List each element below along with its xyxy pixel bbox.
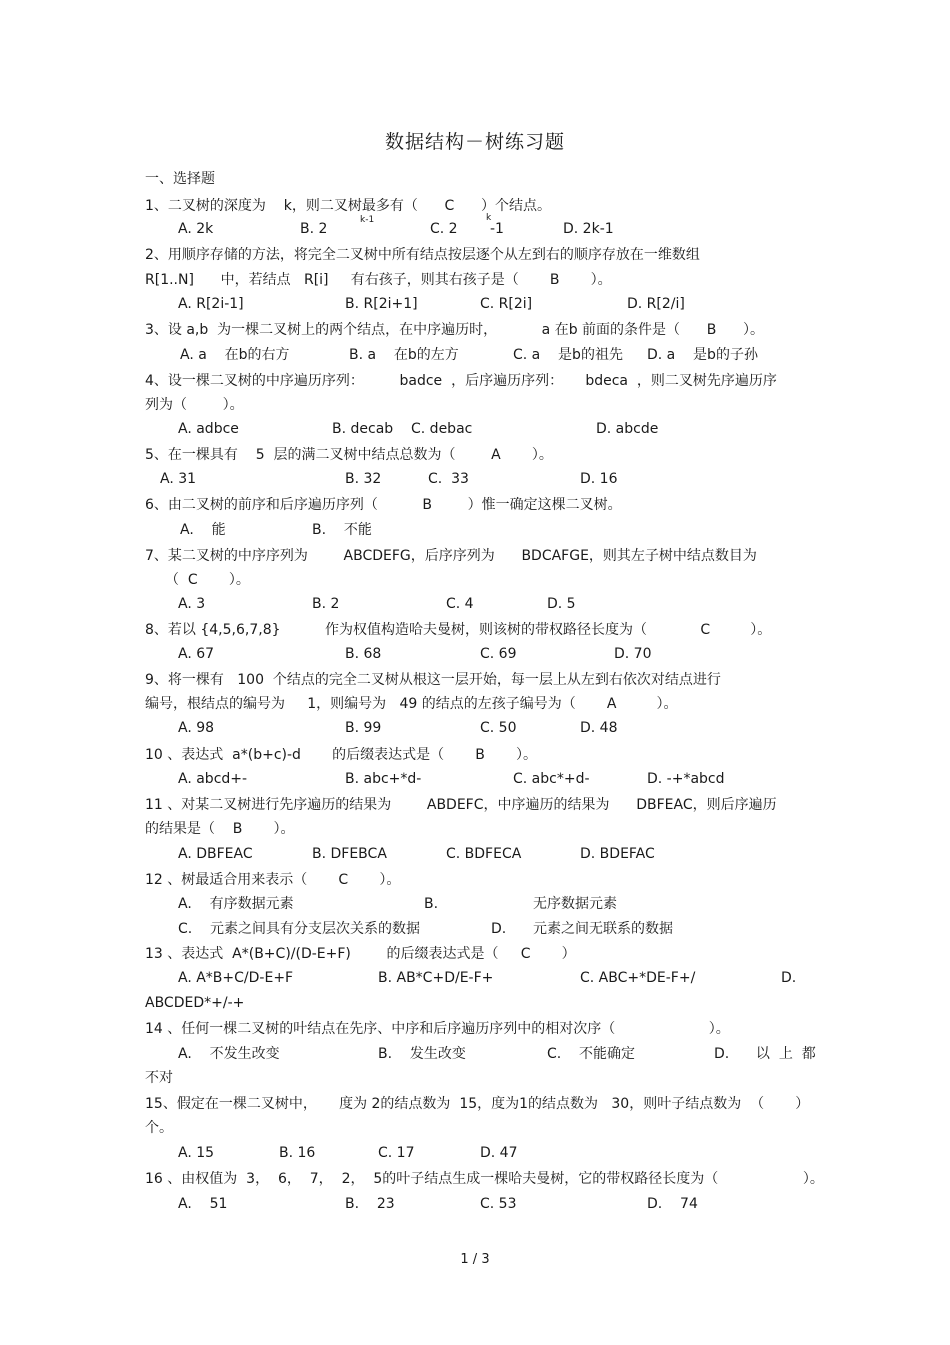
text-line: C. BDFECA bbox=[446, 846, 522, 862]
text-line: （ C ）。 bbox=[165, 572, 250, 588]
section-heading: 一、选择题 bbox=[145, 171, 215, 187]
text-line: 编号，根结点的编号为 1，则编号为 49 的结点的左孩子编号为（ A ）。 bbox=[145, 696, 678, 712]
text-line: B. a 在b的左方 bbox=[349, 347, 459, 363]
text-line: B. 2 bbox=[312, 596, 340, 612]
text-line: B. 发生改变 bbox=[378, 1046, 466, 1062]
text-line: B. 2 bbox=[300, 221, 328, 237]
text-line: C. debac bbox=[411, 421, 473, 437]
text-line: A. 31 bbox=[160, 471, 197, 487]
text-line: 无序数据元素 bbox=[533, 896, 617, 912]
text-line: 4、设一棵二叉树的中序遍历序列： badce ，后序遍历序列： bdeca ，则二叉树先序遍历序 bbox=[145, 373, 777, 389]
text-line: A. abcd+- bbox=[178, 771, 248, 787]
text-line: B. bbox=[424, 896, 439, 912]
text-line: D. 48 bbox=[580, 720, 618, 736]
superscript: k-1 bbox=[360, 215, 375, 225]
text-line: C. 4 bbox=[446, 596, 474, 612]
text-line: D. 16 bbox=[580, 471, 618, 487]
text-line: D. bbox=[491, 921, 507, 937]
text-line: C. 69 bbox=[480, 646, 517, 662]
text-line: 2、用顺序存储的方法，将完全二叉树中所有结点按层逐个从左到右的顺序存放在一维数组 bbox=[145, 247, 700, 263]
text-line: B. 不能 bbox=[312, 522, 372, 538]
text-line: C. R[2i] bbox=[480, 296, 533, 312]
text-line: A. a 在b的右方 bbox=[180, 347, 290, 363]
text-line: 5、在一棵具有 5 层的满二叉树中结点总数为（ A ）。 bbox=[145, 447, 553, 463]
text-line: 16 、由权值为 3， 6， 7， 2， 5的叶子结点生成一棵哈夫曼树，它的带权路径长度为（ ）。 bbox=[145, 1171, 824, 1187]
text-line: 3、设 a,b 为一棵二叉树上的两个结点，在中序遍历时， a 在b 前面的条件是（ B ）。 bbox=[145, 322, 765, 338]
text-line: 元素之间无联系的数据 bbox=[533, 921, 673, 937]
text-line: B. 16 bbox=[279, 1145, 316, 1161]
text-line: A. R[2i-1] bbox=[178, 296, 244, 312]
text-line: B. 32 bbox=[345, 471, 382, 487]
text-line: C. 33 bbox=[428, 471, 469, 487]
page-number: 1 / 3 bbox=[460, 1252, 490, 1267]
text-line: B. 23 bbox=[345, 1196, 395, 1212]
text-line: D. bbox=[781, 970, 797, 986]
text-line: D. 以 上 都 bbox=[714, 1046, 816, 1062]
text-line: A. 67 bbox=[178, 646, 215, 662]
text-line: D. 70 bbox=[614, 646, 652, 662]
text-line: D. 47 bbox=[480, 1145, 518, 1161]
text-line: C. 50 bbox=[480, 720, 517, 736]
text-line: D. 5 bbox=[547, 596, 576, 612]
text-line: A. adbce bbox=[178, 421, 239, 437]
text-line: A. 15 bbox=[178, 1145, 215, 1161]
text-line: D. -+*abcd bbox=[647, 771, 725, 787]
text-line: A. DBFEAC bbox=[178, 846, 253, 862]
text-line: B. AB*C+D/E-F+ bbox=[378, 970, 494, 986]
text-line: A. 98 bbox=[178, 720, 215, 736]
text-line: 7、某二叉树的中序序列为 ABCDEFG，后序序列为 BDCAFGE，则其左子树中结点数目为 bbox=[145, 548, 757, 564]
text-line: B. 68 bbox=[345, 646, 382, 662]
text-line: C. 不能确定 bbox=[547, 1046, 636, 1062]
text-line: C. 53 bbox=[480, 1196, 517, 1212]
text-line: A. 能 bbox=[180, 522, 226, 538]
text-line: 13 、表达式 A*(B+C)/(D-E+F) 的后缀表达式是（ C ） bbox=[145, 946, 576, 962]
text-line: ABCDED*+/-+ bbox=[145, 995, 245, 1011]
text-line: 15、假定在一棵二叉树中， 度为 2的结点数为 15，度为1的结点数为 30，则叶子结点数为 （ ） bbox=[145, 1096, 810, 1112]
text-line: A. 2k bbox=[178, 221, 214, 237]
superscript: k bbox=[486, 213, 492, 223]
text-line: 的结果是（ B ）。 bbox=[145, 821, 295, 837]
text-line: 8、若以 {4,5,6,7,8} 作为权值构造哈夫曼树，则该树的带权路径长度为（ C ）。 bbox=[145, 622, 772, 638]
text-line: 6、由二叉树的前序和后序遍历序列（ B ）惟一确定这棵二叉树。 bbox=[145, 497, 622, 513]
text-line: C. ABC+*DE-F+/ bbox=[580, 970, 696, 986]
text-line: 不对 bbox=[145, 1070, 173, 1086]
text-line: 10 、表达式 a*(b+c)-d 的后缀表达式是（ B ）。 bbox=[145, 747, 537, 763]
text-line: C. abc*+d- bbox=[513, 771, 590, 787]
text-line: 个。 bbox=[145, 1120, 173, 1136]
text-line: 11 、对某二叉树进行先序遍历的结果为 ABDEFC，中序遍历的结果为 DBFEAC，则后序遍历 bbox=[145, 797, 777, 813]
text-line: C. a 是b的祖先 bbox=[513, 347, 623, 363]
text-line: 1、二叉树的深度为 k，则二叉树最多有（ C ）个结点。 bbox=[145, 198, 551, 214]
text-line: C. 2 bbox=[430, 221, 458, 237]
text-line: A. 不发生改变 bbox=[178, 1046, 280, 1062]
text-line: D. abcde bbox=[596, 421, 659, 437]
text-line: B. decab bbox=[332, 421, 394, 437]
text-line: D. BDEFAC bbox=[580, 846, 655, 862]
text-line: B. R[2i+1] bbox=[345, 296, 418, 312]
text-line: B. DFEBCA bbox=[312, 846, 387, 862]
text-line: A. 有序数据元素 bbox=[178, 896, 294, 912]
text-line: D. R[2/i] bbox=[627, 296, 685, 312]
text-line: -1 bbox=[490, 221, 504, 237]
page-title: 数据结构－树练习题 bbox=[384, 131, 565, 153]
text-line: D. 2k-1 bbox=[563, 221, 614, 237]
text-line: C. 17 bbox=[378, 1145, 415, 1161]
text-line: 14 、任何一棵二叉树的叶结点在先序、中序和后序遍历序列中的相对次序（ ）。 bbox=[145, 1021, 730, 1037]
text-line: A. 3 bbox=[178, 596, 206, 612]
text-line: 列为（ ）。 bbox=[145, 397, 244, 413]
text-line: D. 74 bbox=[647, 1196, 698, 1212]
text-line: B. 99 bbox=[345, 720, 382, 736]
text-line: A. A*B+C/D-E+F bbox=[178, 970, 294, 986]
text-line: 12 、树最适合用来表示（ C ）。 bbox=[145, 872, 401, 888]
text-line: 9、将一棵有 100 个结点的完全二叉树从根这一层开始，每一层上从左到右依次对结点进行 bbox=[145, 672, 721, 688]
text-line: D. a 是b的子孙 bbox=[647, 347, 758, 363]
text-line: C. 元素之间具有分支层次关系的数据 bbox=[178, 921, 421, 937]
text-line: R[1..N] 中，若结点 R[i] 有右孩子，则其右孩子是（ B ）。 bbox=[145, 272, 612, 288]
text-line: B. abc+*d- bbox=[345, 771, 422, 787]
text-line: A. 51 bbox=[178, 1196, 228, 1212]
